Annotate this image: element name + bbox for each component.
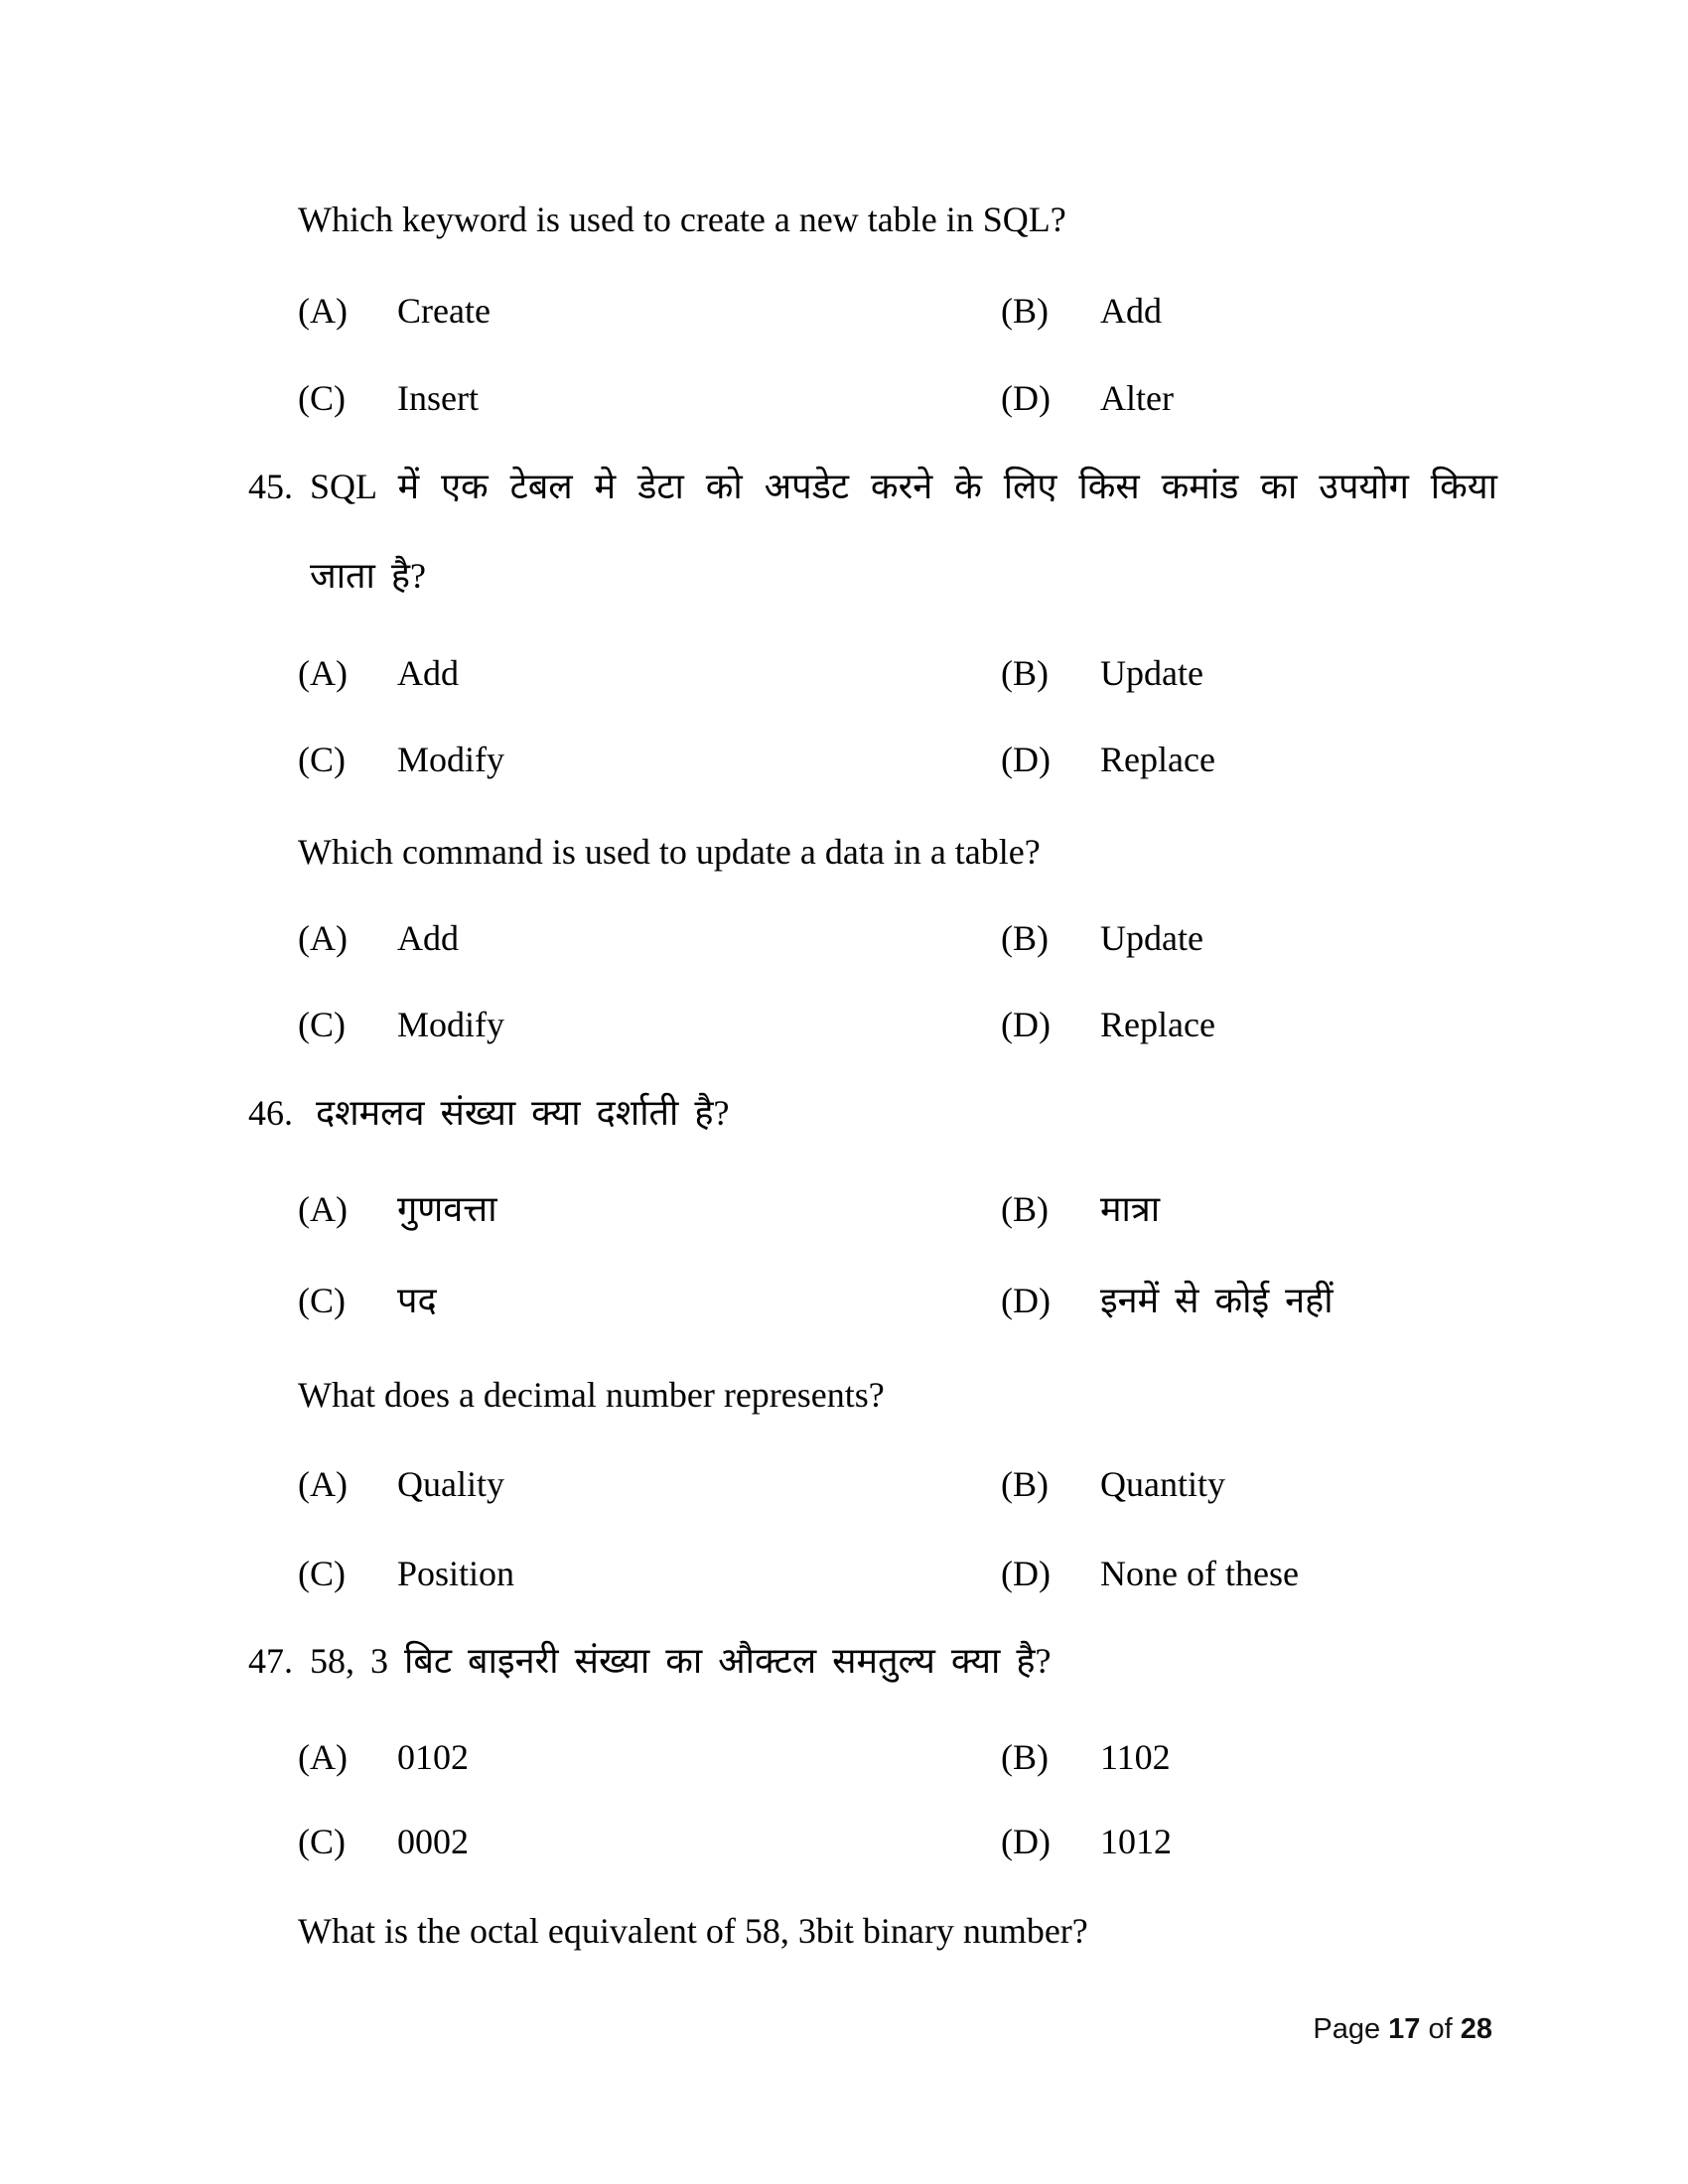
- option-text: Quality: [397, 1464, 504, 1504]
- option-label: (A): [298, 918, 348, 958]
- option-label: (C): [298, 1822, 346, 1861]
- question-45-hindi-line-1: [0, 464, 1688, 509]
- question-44-options-row-1: [0, 288, 1688, 334]
- footer-separator: of: [1420, 2013, 1461, 2045]
- option-label: (B): [1001, 291, 1049, 331]
- question-46-hindi-options-row-2: [0, 1278, 1688, 1323]
- question-number: 47.: [248, 1641, 293, 1681]
- option-label: (A): [298, 653, 348, 693]
- option-label: (D): [1001, 378, 1051, 418]
- option-text: None of these: [1100, 1554, 1299, 1593]
- question-44-options-row-2: [0, 375, 1688, 421]
- option-text: पद: [397, 1281, 437, 1320]
- question-46-english-options-row-1: [0, 1461, 1688, 1507]
- question-45-hindi-line-2: [0, 553, 1688, 599]
- question-45-english-options-row-1: [0, 915, 1688, 961]
- question-text: What does a decimal number represents?: [298, 1375, 885, 1415]
- question-45-hindi-options-row-1: [0, 650, 1688, 696]
- option-text: Insert: [397, 378, 479, 418]
- question-number: 45.: [248, 467, 293, 506]
- option-label: (A): [298, 1737, 348, 1777]
- option-label: (D): [1001, 1005, 1051, 1044]
- option-label: (C): [298, 1005, 346, 1044]
- option-label: (D): [1001, 740, 1051, 779]
- option-label: (D): [1001, 1554, 1051, 1593]
- option-label: (C): [298, 1554, 346, 1593]
- question-text: SQL में एक टेबल मे डेटा को अपडेट करने के लिए किस कमांड का उपयोग किया: [310, 467, 1497, 506]
- question-text: What is the octal equivalent of 58, 3bit binary number?: [298, 1911, 1088, 1951]
- option-label: (A): [298, 291, 348, 331]
- question-44-english: [0, 197, 1688, 242]
- question-46-hindi: [0, 1090, 1688, 1136]
- option-text: Position: [397, 1554, 515, 1593]
- option-text: गुणवत्ता: [397, 1189, 497, 1229]
- question-text: जाता है?: [310, 556, 426, 596]
- question-text: Which keyword is used to create a new table in SQL?: [298, 200, 1066, 239]
- question-47-english: [0, 1908, 1688, 1954]
- question-number: 46.: [248, 1093, 293, 1133]
- footer-page-prefix: Page: [1313, 2013, 1389, 2045]
- option-label: (D): [1001, 1281, 1051, 1320]
- option-text: Add: [1100, 291, 1162, 331]
- option-text: Alter: [1100, 378, 1174, 418]
- option-text: Modify: [397, 1005, 504, 1044]
- option-label: (C): [298, 378, 346, 418]
- question-47-options-row-1: [0, 1734, 1688, 1780]
- option-text: 1012: [1100, 1822, 1172, 1861]
- page-footer: [1313, 2009, 1492, 2049]
- option-text: Modify: [397, 740, 504, 779]
- option-text: मात्रा: [1100, 1189, 1161, 1229]
- option-text: Add: [397, 653, 459, 693]
- question-45-english: [0, 829, 1688, 875]
- option-label: (B): [1001, 1464, 1049, 1504]
- footer-page-number: 17: [1388, 2013, 1421, 2045]
- option-label: (B): [1001, 918, 1049, 958]
- option-text: Replace: [1100, 740, 1215, 779]
- question-text: Which command is used to update a data in a table?: [298, 832, 1041, 872]
- question-46-english-options-row-2: [0, 1551, 1688, 1596]
- option-label: (D): [1001, 1822, 1051, 1861]
- option-text: 0102: [397, 1737, 469, 1777]
- question-text: दशमलव संख्या क्या दर्शाती है?: [316, 1093, 730, 1133]
- option-text: Create: [397, 291, 491, 331]
- question-47-options-row-2: [0, 1819, 1688, 1864]
- option-text: 1102: [1100, 1737, 1171, 1777]
- option-label: (B): [1001, 653, 1049, 693]
- option-label: (A): [298, 1189, 348, 1229]
- option-label: (C): [298, 740, 346, 779]
- option-label: (B): [1001, 1737, 1049, 1777]
- footer-total-pages: 28: [1460, 2013, 1492, 2045]
- option-label: (A): [298, 1464, 348, 1504]
- option-text: 0002: [397, 1822, 469, 1861]
- option-text: Add: [397, 918, 459, 958]
- question-46-english: [0, 1372, 1688, 1418]
- option-text: इनमें से कोई नहीं: [1100, 1281, 1334, 1320]
- option-text: Replace: [1100, 1005, 1215, 1044]
- option-text: Quantity: [1100, 1464, 1225, 1504]
- question-text: 58, 3 बिट बाइनरी संख्या का औक्टल समतुल्य क्या है?: [310, 1641, 1052, 1681]
- question-45-english-options-row-2: [0, 1002, 1688, 1047]
- question-46-hindi-options-row-1: [0, 1186, 1688, 1232]
- question-45-hindi-options-row-2: [0, 737, 1688, 782]
- option-label: (B): [1001, 1189, 1049, 1229]
- option-text: Update: [1100, 918, 1203, 958]
- option-label: (C): [298, 1281, 346, 1320]
- question-47-hindi: [0, 1638, 1688, 1684]
- option-text: Update: [1100, 653, 1203, 693]
